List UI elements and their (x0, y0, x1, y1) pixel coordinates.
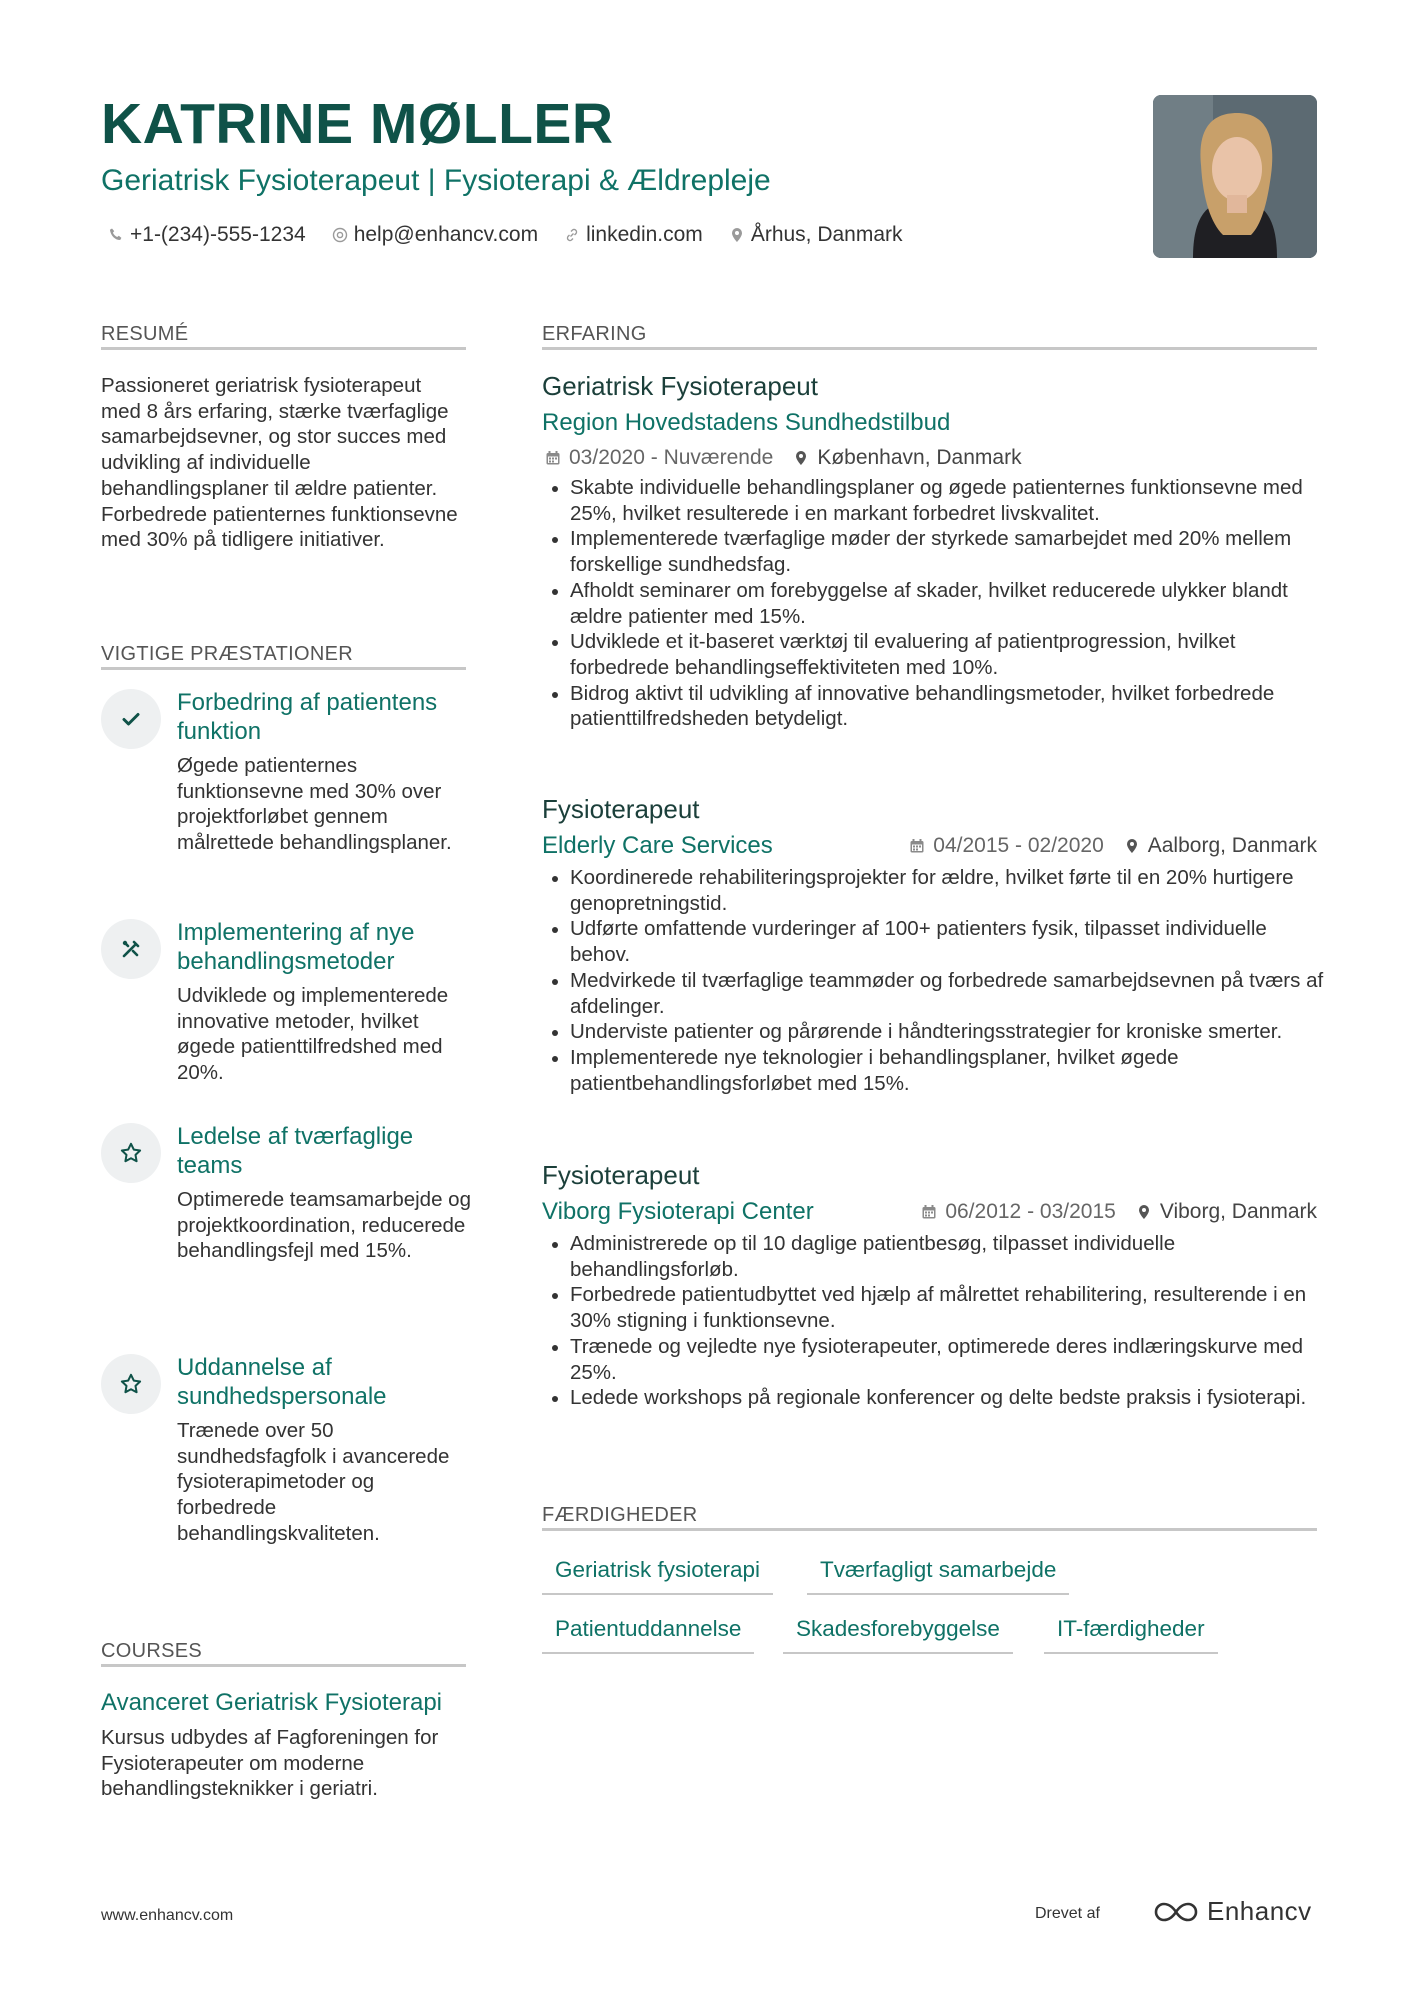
job-meta (909, 832, 1317, 860)
enhancv-logo-text: Enhancv (1207, 1896, 1312, 1926)
job-location (1136, 1198, 1317, 1226)
section-divider (542, 347, 1317, 350)
section-divider (101, 667, 466, 670)
section-title-experience: ERFARING (542, 323, 647, 345)
tools-icon (119, 937, 143, 961)
achievement-icon-badge (101, 1354, 161, 1414)
section-divider (101, 1664, 466, 1667)
contact-email[interactable] (332, 220, 538, 250)
job-company: Viborg Fysioterapi Center (542, 1198, 814, 1225)
achievement-title: Forbedring af patientens funktion (177, 689, 438, 745)
job-location (793, 444, 1021, 472)
achievement-description: Trænede over 50 sundhedsfagfolk i avancerede fysioterapimetoder og forbedrede behandlingskvaliteten. (177, 1419, 450, 1545)
contact-phone[interactable] (108, 220, 306, 250)
section-title-courses: COURSES (101, 1640, 203, 1662)
job-title: Fysioterapeut (542, 1160, 700, 1190)
star-icon (119, 1372, 143, 1396)
job-location-text: København, Danmark (817, 446, 1022, 469)
section-divider (542, 1528, 1317, 1531)
section-title-resume: RESUMÉ (101, 323, 189, 345)
contact-bar (108, 220, 903, 250)
job-bullet: Koordinerede rehabiliteringsprojekter for ældre, hvilket førte til en 20% hurtigere genopretningstid. (550, 865, 1325, 916)
job-title: Geriatrisk Fysioterapeut (542, 371, 818, 401)
job-bullet: Medvirkede til tværfaglige teammøder og forbedrede samarbejdsevnen på tværs af afdelinger. (550, 968, 1325, 1019)
job-bullet: Udviklede et it-baseret værktøj til evaluering af patientprogression, hvilket forbedrede behandlingseffektiviteten med 10%. (550, 629, 1325, 680)
job-company: Region Hovedstadens Sundhedstilbud (542, 409, 951, 436)
infinity-logo-icon (1153, 1900, 1199, 1924)
job-bullets (550, 865, 1325, 1096)
job-bullet: Skabte individuelle behandlingsplaner og øgede patienternes funktionsevne med 25%, hvilket resulterede i en markant forbedret livskvalitet. (550, 475, 1325, 526)
job-bullet: Administrerede op til 10 daglige patientbesøg, tilpasset individuelle behandlingsforløb. (550, 1231, 1325, 1282)
star-icon (119, 1141, 143, 1165)
section-title-achievements: VIGTIGE PRÆSTATIONER (101, 643, 353, 665)
resume-summary: Passioneret geriatrisk fysioterapeut med 8 års erfaring, stærke tværfaglige samarbejdsevner, og stor succes med udvikling af individuelle behandlingsplaner til ældre patienter. Forbedrede patienternes funktionsevne med 30% på tidligere initiativer. (101, 374, 458, 552)
link-icon (564, 227, 580, 243)
job-bullet: Afholdt seminarer om forebyggelse af skader, hvilket reducerede ulykker blandt ældre patienter med 15%. (550, 578, 1325, 629)
job-bullet: Trænede og vejledte nye fysioterapeuter, optimerede deres indlæringskurve med 25%. (550, 1334, 1325, 1385)
job-dates (545, 444, 773, 472)
job-bullet: Underviste patienter og pårørende i håndteringsstrategier for kroniske smerter. (550, 1019, 1325, 1045)
job-dates (909, 832, 1103, 860)
achievement-description: Udviklede og implementerede innovative metoder, hvilket øgede patienttilfredshed med 20%. (177, 984, 449, 1085)
contact-location (729, 220, 903, 250)
location-pin-icon (729, 227, 745, 243)
contact-phone-text: +1-(234)-555-1234 (130, 223, 306, 246)
checkmark-icon (120, 708, 142, 730)
achievement-description: Optimerede teamsamarbejde og projektkoordination, reducerede behandlingsfejl med 15%. (177, 1188, 471, 1263)
course-description: Kursus udbydes af Fagforeningen for Fysioterapeuter om moderne behandlingsteknikker i geriatri. (101, 1726, 439, 1801)
section-title-skills: FÆRDIGHEDER (542, 1504, 698, 1526)
calendar-icon (909, 838, 925, 854)
job-bullet: Bidrog aktivt til udvikling af innovative behandlingsmetoder, hvilket forbedrede patienttilfredsheden betydeligt. (550, 681, 1325, 732)
job-bullet: Ledede workshops på regionale konferencer og delte bedste praksis i fysioterapi. (550, 1385, 1325, 1411)
skill-tag: Tværfagligt samarbejde (807, 1555, 1069, 1595)
job-location-text: Viborg, Danmark (1159, 1200, 1317, 1223)
at-icon (332, 227, 348, 243)
skill-tag: IT-færdigheder (1044, 1614, 1218, 1654)
achievement-icon-badge (101, 919, 161, 979)
job-location-text: Aalborg, Danmark (1147, 834, 1317, 857)
profile-photo (1153, 95, 1317, 258)
job-dates (921, 1198, 1115, 1226)
achievement-title: Uddannelse af sundhedspersonale (177, 1354, 387, 1410)
job-bullet: Implementerede nye teknologier i behandlingsplaner, hvilket øgede patientbehandlingsforløbet med 15%. (550, 1045, 1325, 1096)
job-bullets (550, 475, 1325, 732)
contact-linkedin-text: linkedin.com (586, 223, 703, 246)
course-title: Avanceret Geriatrisk Fysioterapi (101, 1689, 443, 1716)
skill-tag: Geriatrisk fysioterapi (542, 1555, 773, 1595)
enhancv-logo[interactable] (1153, 1896, 1312, 1927)
achievement-icon-badge (101, 689, 161, 749)
footer-powered-by: Drevet af (1035, 1905, 1100, 1922)
job-dates-text: 04/2015 - 02/2020 (933, 834, 1104, 857)
contact-email-text: help@enhancv.com (353, 223, 539, 246)
job-dates-text: 03/2020 - Nuværende (569, 446, 774, 469)
job-meta (545, 444, 1022, 472)
job-title: Fysioterapeut (542, 794, 700, 824)
skill-tag: Patientuddannelse (542, 1614, 754, 1654)
candidate-name: KATRINE MØLLER (101, 92, 614, 156)
job-dates-text: 06/2012 - 03/2015 (945, 1200, 1116, 1223)
achievement-description: Øgede patienternes funktionsevne med 30% over projektforløbet gennem målrettede behandlingsplaner. (177, 754, 452, 855)
section-divider (101, 347, 466, 350)
calendar-icon (921, 1204, 937, 1220)
job-location (1124, 832, 1317, 860)
phone-icon (108, 227, 124, 243)
job-bullet: Implementerede tværfaglige møder der styrkede samarbejdet med 20% mellem forskellige sundhedsfag. (550, 526, 1325, 577)
contact-location-text: Århus, Danmark (750, 223, 903, 246)
achievement-title: Implementering af nye behandlingsmetoder (177, 919, 415, 975)
location-pin-icon (1136, 1204, 1152, 1220)
contact-linkedin[interactable] (564, 220, 703, 250)
calendar-icon (545, 450, 561, 466)
location-pin-icon (1124, 838, 1140, 854)
footer-website-link[interactable]: www.enhancv.com (101, 1907, 234, 1924)
job-bullets (550, 1231, 1325, 1411)
job-meta (921, 1198, 1317, 1226)
location-pin-icon (793, 450, 809, 466)
candidate-headline: Geriatrisk Fysioterapeut | Fysioterapi & Ældrepleje (101, 164, 771, 197)
skill-tag: Skadesforebyggelse (783, 1614, 1013, 1654)
job-bullet: Udførte omfattende vurderinger af 100+ patienters fysik, tilpasset individuelle behov. (550, 916, 1325, 967)
job-company: Elderly Care Services (542, 832, 773, 859)
achievement-icon-badge (101, 1123, 161, 1183)
job-bullet: Forbedrede patientudbyttet ved hjælp af målrettet rehabilitering, resulterende i en 30% stigning i funktionsevne. (550, 1282, 1325, 1333)
achievement-title: Ledelse af tværfaglige teams (177, 1123, 414, 1179)
